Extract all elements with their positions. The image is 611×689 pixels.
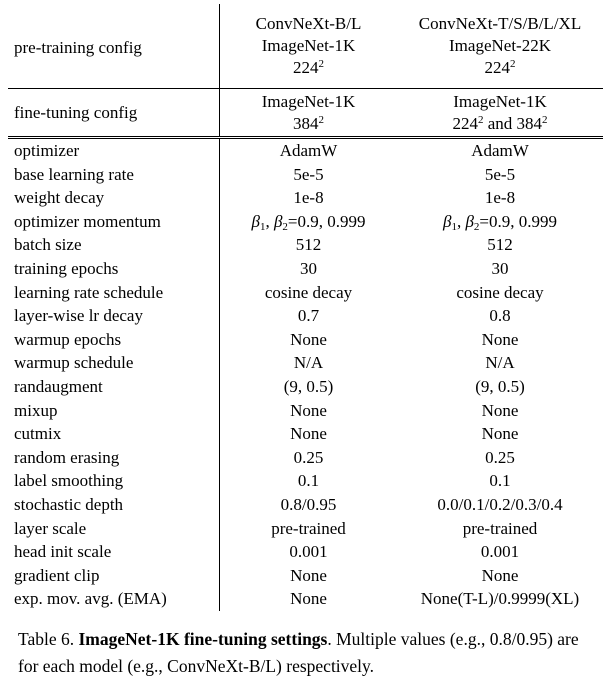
table-row (8, 233, 603, 257)
col1-value: N/A (220, 351, 398, 375)
col1-value: (9, 0.5) (220, 375, 398, 399)
col1-finetune-dataset: ImageNet-1K (261, 91, 356, 111)
col1-value: None (220, 422, 398, 446)
table-caption (18, 626, 598, 680)
table-row (8, 564, 603, 588)
setting-name: weight decay (14, 188, 105, 208)
col1-pretrain-resolution: $224^2$ (293, 58, 324, 77)
col2-value: 0.25 (485, 447, 515, 467)
table-row (8, 422, 603, 446)
finetuning-config-label: fine-tuning config (8, 89, 220, 138)
col1-value: 0.001 (220, 540, 398, 564)
col2-value: AdamW (471, 141, 529, 160)
col2-value: None (481, 424, 519, 444)
header-col2-finetune (397, 89, 603, 138)
col1-value: 0.7 (220, 304, 398, 328)
col2-value: 0.0/0.1/0.2/0.3/0.4 (437, 494, 563, 514)
col1-value: 1e-8 (220, 186, 398, 210)
setting-name: batch size (14, 235, 82, 255)
table-row (8, 375, 603, 399)
col2-value: None(T-L)/0.9999(XL) (420, 589, 580, 609)
setting-name: stochastic depth (14, 494, 124, 514)
col1-pretrain-dataset: ImageNet-1K (261, 36, 356, 55)
pretraining-config-label: pre-training config (14, 38, 142, 58)
col2-value: 0.001 (480, 542, 520, 562)
setting-name: layer-wise lr decay (14, 306, 143, 326)
setting-name: warmup epochs (14, 329, 122, 349)
table-row (8, 469, 603, 493)
col2-value: 30 (491, 258, 509, 278)
table-row (8, 138, 603, 163)
pretraining-config-header-row (8, 4, 603, 89)
col2-value: None (481, 400, 519, 420)
caption-text: . Multiple values (e.g., 0.8/0.95) are for each model (e.g., ConvNeXt-B/L) respectively. (18, 629, 579, 676)
setting-name: gradient clip (14, 565, 100, 585)
col1-value: 5e-5 (220, 163, 398, 187)
setting-name: exp. mov. avg. (EMA) (14, 589, 167, 609)
col2-pretrain-resolution: $224^2$ (484, 58, 516, 77)
setting-name: optimizer (14, 141, 80, 160)
col2-momentum-value: $\beta_1$, $\beta_2=0.9$, 0.999 (442, 211, 558, 233)
col2-value: cosine decay (456, 282, 544, 302)
col1-value: 0.1 (220, 469, 398, 493)
table-row (8, 257, 603, 281)
col1-finetune-resolution: $384^2$ (293, 113, 324, 133)
caption-title: ImageNet-1K fine-tuning settings (78, 629, 328, 649)
caption-prefix: Table 6. (18, 629, 79, 649)
setting-name: label smoothing (14, 471, 124, 491)
table-row (8, 587, 603, 611)
table-row (8, 186, 603, 210)
col1-value: 30 (220, 257, 398, 281)
col2-model-name: ConvNeXt-T/S/B/L/XL (418, 14, 582, 33)
setting-name: head init scale (14, 542, 112, 562)
table-row (8, 304, 603, 328)
setting-name: mixup (14, 400, 58, 420)
col1-value: None (220, 564, 398, 588)
finetuning-settings-table (8, 4, 603, 611)
table-row (8, 163, 603, 187)
col2-value: None (481, 329, 519, 349)
table-row (8, 517, 603, 541)
col1-value: AdamW (220, 138, 398, 163)
col1-value: 0.25 (220, 446, 398, 470)
table-row (8, 399, 603, 423)
table-row (8, 493, 603, 517)
setting-name: base learning rate (14, 164, 134, 184)
setting-name: randaugment (14, 376, 103, 396)
header-col1-pretrain (220, 4, 398, 89)
setting-name: random erasing (14, 447, 120, 467)
col2-value: 5e-5 (484, 164, 516, 184)
col1-momentum-value: $\beta_1$, $\beta_2=0.9$, 0.999 (220, 210, 398, 234)
col2-value: 0.1 (489, 471, 511, 491)
col2-value: 512 (487, 235, 513, 255)
setting-name: layer scale (14, 518, 87, 538)
setting-name: training epochs (14, 258, 119, 278)
col2-finetune-dataset: ImageNet-1K (453, 91, 547, 111)
col1-value: pre-trained (220, 517, 398, 541)
col1-value: None (220, 328, 398, 352)
table-row (8, 210, 603, 234)
col1-value: None (220, 587, 398, 611)
col2-value: N/A (485, 353, 515, 373)
col2-value: 1e-8 (484, 188, 516, 208)
col2-pretrain-dataset: ImageNet-22K (449, 36, 551, 55)
col1-value: cosine decay (220, 281, 398, 305)
table-row (8, 281, 603, 305)
setting-name: warmup schedule (14, 353, 134, 373)
col1-value: 0.8/0.95 (220, 493, 398, 517)
col2-value: None (481, 565, 519, 585)
col1-model-name: ConvNeXt-B/L (255, 14, 362, 33)
header-col2-pretrain (397, 4, 603, 89)
setting-name: learning rate schedule (14, 282, 164, 302)
setting-name: optimizer momentum (14, 211, 161, 231)
setting-name: cutmix (14, 424, 62, 444)
col2-value: 0.8 (489, 306, 511, 326)
col2-value: pre-trained (462, 518, 538, 538)
finetuning-config-header-row (8, 89, 603, 138)
table-row (8, 540, 603, 564)
col1-value: None (220, 399, 398, 423)
header-col1-finetune (220, 89, 398, 138)
table-row (8, 328, 603, 352)
table-row (8, 446, 603, 470)
col2-finetune-resolution: $224^2$ and $384^2$ (452, 113, 548, 133)
table-row (8, 351, 603, 375)
col2-value: (9, 0.5) (475, 376, 525, 396)
col1-value: 512 (220, 233, 398, 257)
